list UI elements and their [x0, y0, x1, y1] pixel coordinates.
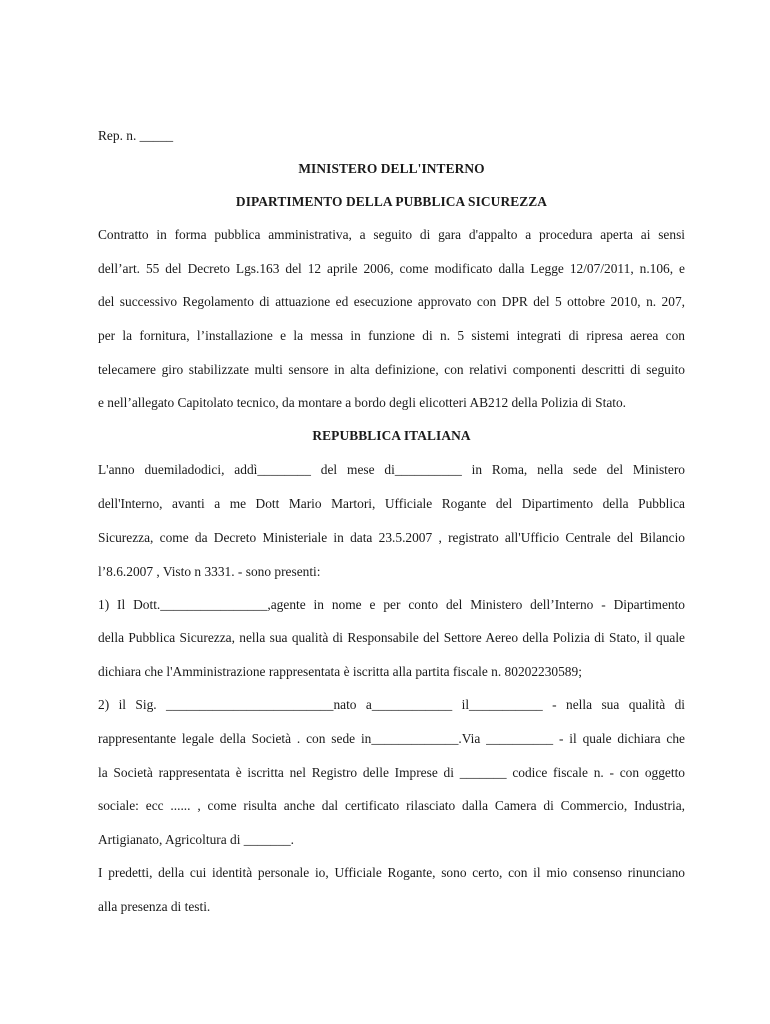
closing-line: I predetti, della cui identità personale io, Ufficiale Rogante, sono certo, con il mio consenso rinunciano — [98, 865, 685, 880]
closing-line: alla presenza di testi. — [98, 899, 211, 914]
heading-republic: REPUBBLICA ITALIANA — [312, 428, 471, 443]
preamble-line: dell'Interno, avanti a me Dott Mario Martori, Ufficiale Rogante del Dipartimento della Pubblica — [98, 496, 685, 511]
intro-line: e nell’allegato Capitolato tecnico, da montare a bordo degli elicotteri AB212 della Polizia di Stato. — [98, 395, 627, 410]
heading-department: DIPARTIMENTO DELLA PUBBLICA SICUREZZA — [235, 194, 548, 209]
party-2-line: rappresentante legale della Società . con sede in_____________.Via __________ - il quale dichiara che — [98, 731, 685, 746]
preamble-line: Sicurezza, come da Decreto Ministeriale in data 23.5.2007 , registrato all'Ufficio Centrale del Bilancio — [98, 530, 685, 545]
party-1-line: dichiara che l'Amministrazione rappresentata è iscritta alla partita fiscale n. 80202230589; — [98, 664, 582, 679]
rep-number: Rep. n. _____ — [98, 128, 174, 143]
heading-ministry: MINISTERO DELL'INTERNO — [298, 161, 485, 176]
party-2-line: Artigianato, Agricoltura di _______. — [98, 832, 294, 847]
party-2-line: sociale: ecc ...... , come risulta anche dal certificato rilasciato dalla Camera di Commercio, Industria, — [98, 798, 685, 813]
preamble-line: L'anno duemiladodici, addì________ del mese di__________ in Roma, nella sede del Ministero — [98, 462, 685, 477]
intro-line: Contratto in forma pubblica amministrativa, a seguito di gara d'appalto a procedura aperta ai sensi — [98, 227, 685, 242]
party-1-line: della Pubblica Sicurezza, nella sua qualità di Responsabile del Settore Aereo della Polizia di Stato, il quale — [98, 630, 685, 645]
intro-line: dell’art. 55 del Decreto Lgs.163 del 12 aprile 2006, come modificato dalla Legge 12/07/2011, n.106, e — [98, 261, 685, 276]
party-1-line: 1) Il Dott.________________,agente in nome e per conto del Ministero dell’Interno - Dipartimento — [98, 597, 685, 612]
party-2-line: la Società rappresentata è iscritta nel Registro delle Imprese di _______ codice fiscale n. - con oggetto — [98, 765, 685, 780]
preamble-line: l’8.6.2007 , Visto n 3331. - sono presenti: — [98, 564, 321, 579]
intro-line: del successivo Regolamento di attuazione ed esecuzione approvato con DPR del 5 ottobre 2010, n. 207, — [98, 294, 685, 309]
intro-line: telecamere giro stabilizzate multi sensore in alta definizione, con relativi componenti descritti di seguito — [98, 362, 685, 377]
party-2-line: 2) il Sig. _________________________nato a____________ il___________ - nella sua qualità di — [98, 697, 685, 712]
intro-line: per la fornitura, l’installazione e la messa in funzione di n. 5 sistemi integrati di ripresa aerea con — [98, 328, 685, 343]
